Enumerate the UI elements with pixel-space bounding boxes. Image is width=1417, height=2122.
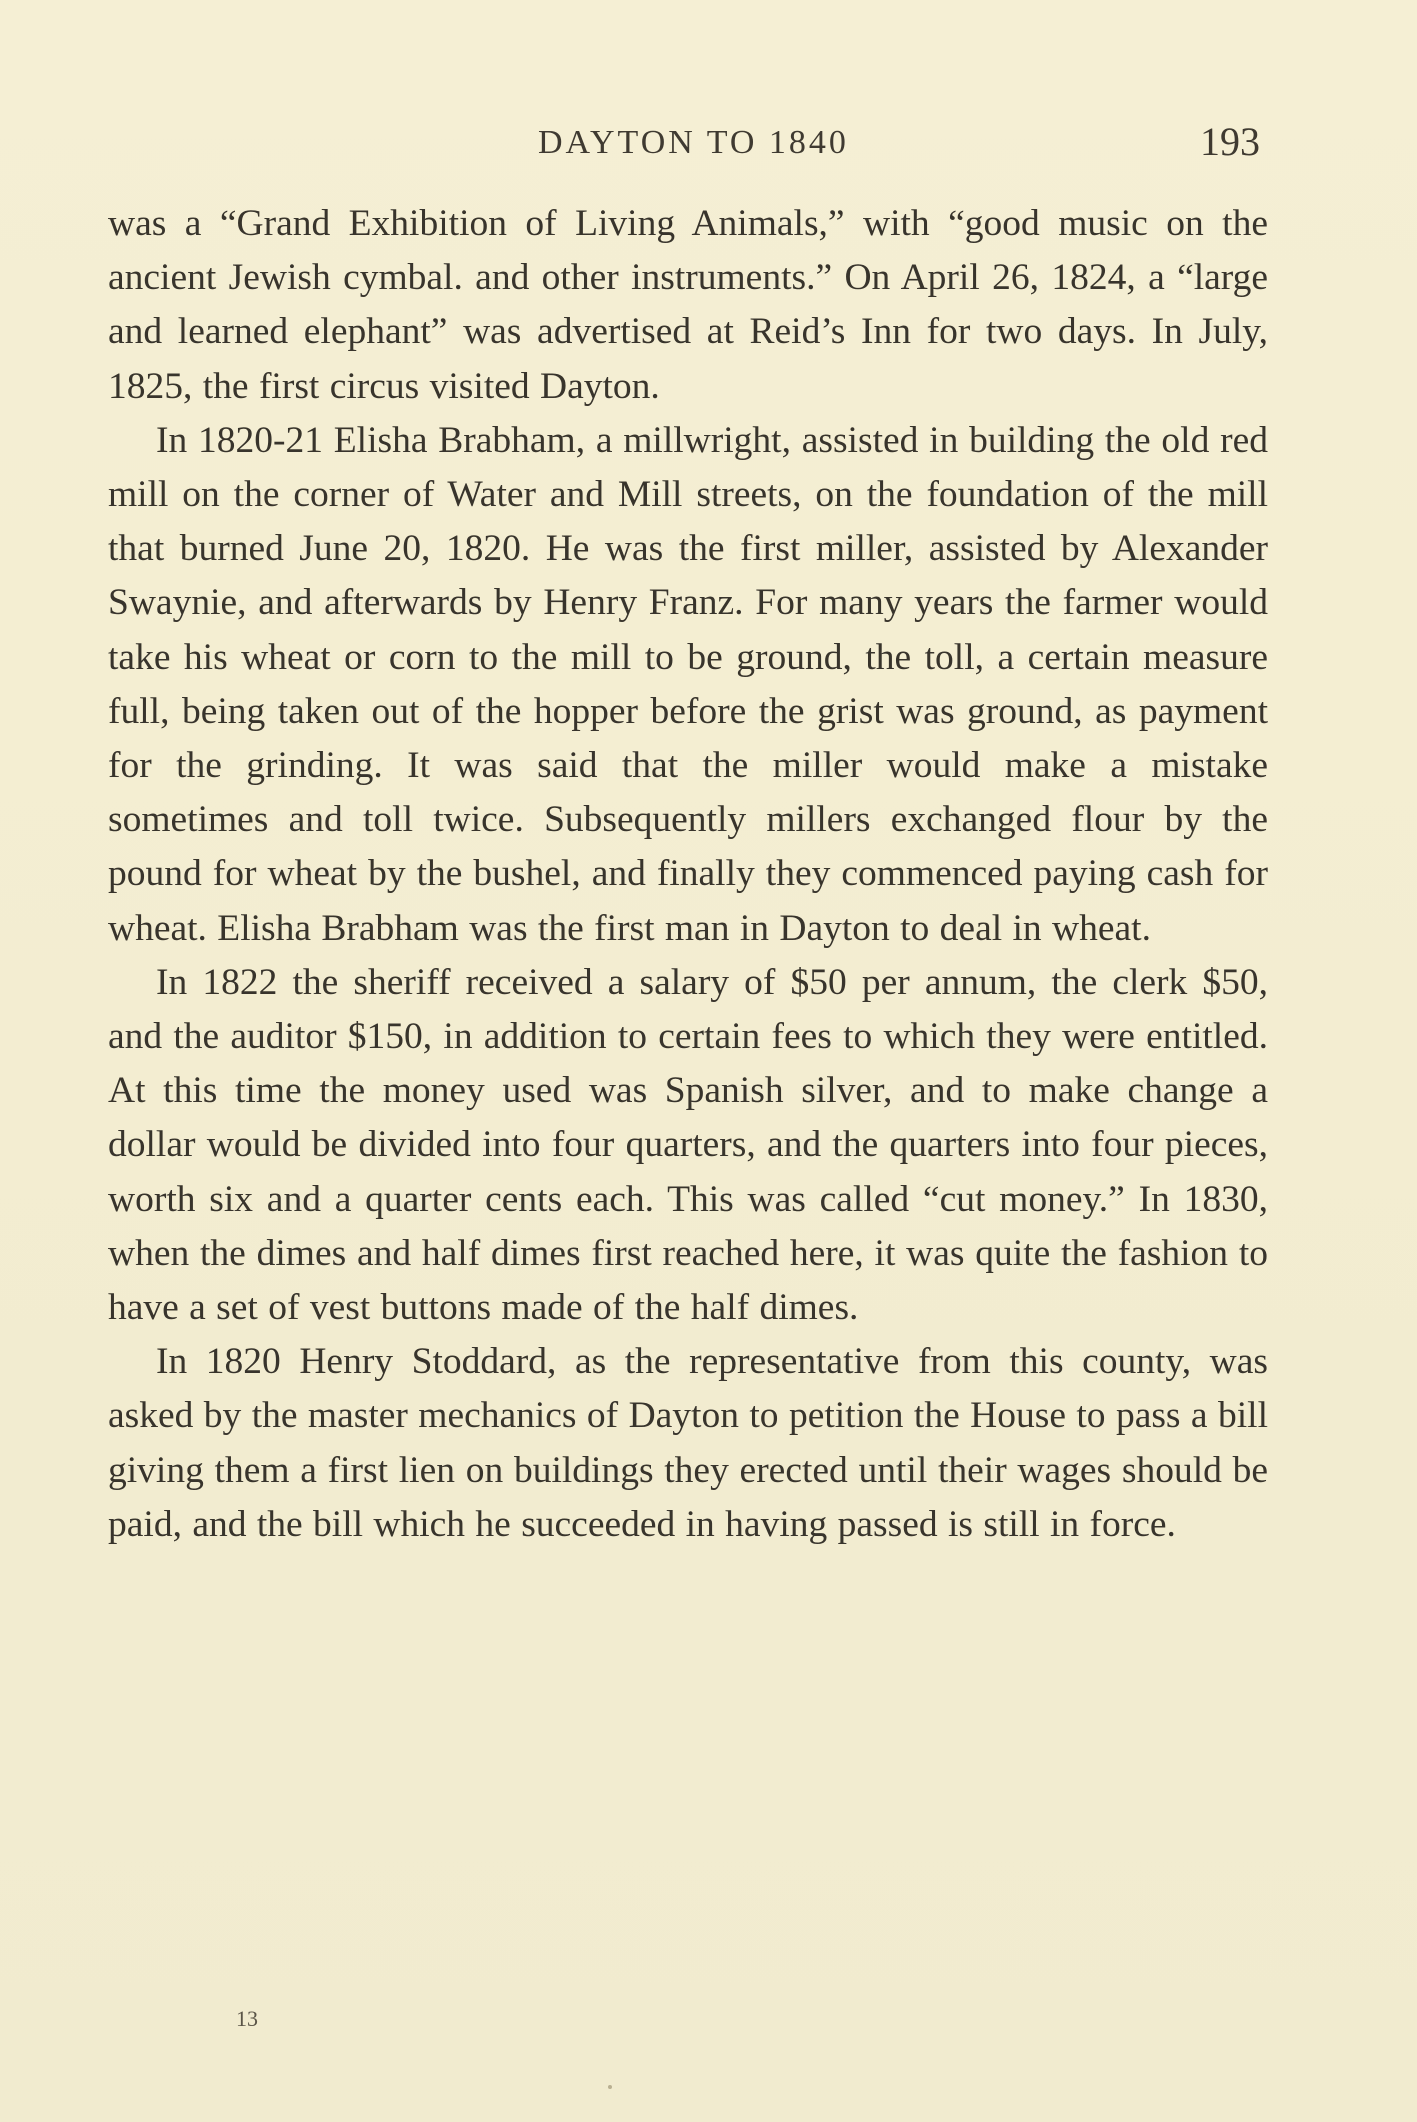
paragraph-mill: In 1820-21 Elisha Brabham, a millwright, assisted in building the old red mill on the corner of Water and Mill streets, on the foundation of the mill that burned June 20, 1820. He was the first miller, assisted by Alexander Swaynie, and afterwards by Henry Franz. For many years the farmer would take his wheat or corn to the mill to be ground, the toll, a certain measure full, being taken out of the hopper before the grist was ground, as payment for the grinding. It was said that the miller would make a mistake sometimes and toll twice. Subsequently millers exchanged flour by the pound for wheat by the bushel, and finally they commenced paying cash for wheat. Elisha Brabham was the first man in Dayton to deal in wheat. <box>108 419 1268 949</box>
running-head <box>108 118 1268 178</box>
running-title: DAYTON TO 1840 <box>538 124 849 161</box>
paragraph-lien: In 1820 Henry Stoddard, as the representative from this county, was asked by the master mechanics of Dayton to petition the House to pass a bill giving them a first lien on buildings they erected until their wages should be paid, and the bill which he succeeded in having passed is still in force. <box>108 1341 1268 1545</box>
body-text <box>108 197 1268 1552</box>
signature-mark: 13 <box>236 2006 258 2031</box>
paragraph-salaries: In 1822 the sheriff received a salary of $50 per annum, the clerk $50, and the auditor $150, in addition to certain fees to which they were entitled. At this time the money used was Spanish silver, and to make change a dollar would be divided into four quarters, and the quarters into four pieces, worth six and a quarter cents each. This was called “cut money.” In 1830, when the dimes and half dimes first reached here, it was quite the fashion to have a set of vest buttons made of the half dimes. <box>108 961 1268 1329</box>
paragraph-continuation: was a “Grand Exhibition of Living Animals,” with “good music on the ancient Jewish cymbal. and other instruments.” On April 26, 1824, a “large and learned elephant” was advertised at Reid’s Inn for two days. In July, 1825, the first circus visited Dayton. <box>108 203 1268 407</box>
page-number: 193 <box>1200 119 1260 164</box>
paper-speck <box>608 2085 612 2089</box>
